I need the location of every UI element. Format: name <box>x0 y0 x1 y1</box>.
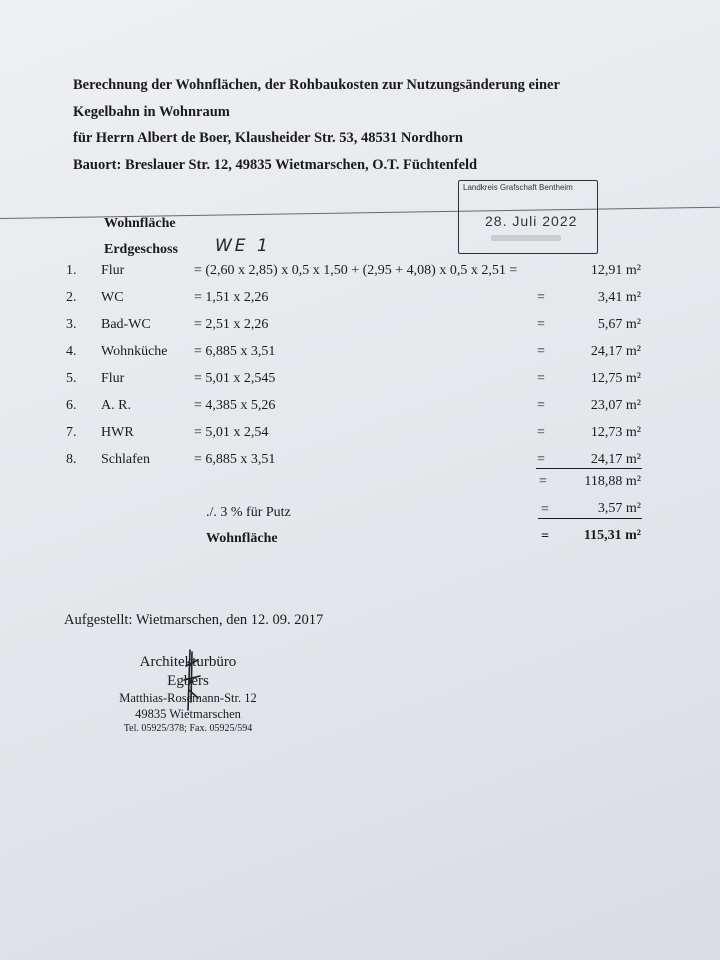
area-value: 12,73 m² <box>590 425 641 440</box>
area-value: 3,41 m² <box>597 290 641 305</box>
area-value: 12,91 m² <box>590 263 641 278</box>
room-name: Bad-WC <box>101 317 151 332</box>
equals-sign: = <box>537 425 545 440</box>
area-value: 12,75 m² <box>590 371 641 386</box>
row-number: 1. <box>66 263 77 278</box>
table-row <box>0 425 720 451</box>
stamp-smudge <box>491 235 561 241</box>
row-number: 6. <box>66 398 77 413</box>
room-name: A. R. <box>101 398 131 413</box>
table-row <box>0 290 720 316</box>
header-line-1: Berechnung der Wohnflächen, der Rohbaukosten zur Nutzungsänderung einer <box>73 77 560 93</box>
equals-sign: = <box>537 344 545 359</box>
area-formula: = (2,60 x 2,85) x 0,5 x 1,50 + (2,95 + 4,08) x 0,5 x 2,51 = <box>194 263 518 278</box>
room-name: Flur <box>101 371 125 386</box>
office-line-1: Architekturbüro <box>139 654 237 670</box>
subtotal-value: 118,88 m² <box>584 474 641 489</box>
deduction-equals: = <box>541 502 549 517</box>
row-number: 7. <box>66 425 77 440</box>
area-formula: = 6,885 x 3,51 <box>194 452 276 467</box>
header-line-4: Bauort: Breslauer Str. 12, 49835 Wietmarschen, O.T. Füchtenfeld <box>73 156 478 173</box>
area-formula: = 4,385 x 5,26 <box>194 398 276 413</box>
office-contact: Tel. 05925/378; Fax. 05925/594 <box>123 723 253 734</box>
table-row <box>0 263 720 289</box>
row-number: 2. <box>66 290 77 305</box>
area-value: 24,17 m² <box>590 344 641 359</box>
table-row <box>0 398 720 424</box>
total-equals: = <box>541 529 549 544</box>
header-line-2: Kegelbahn in Wohnraum <box>73 103 230 120</box>
area-formula: = 6,885 x 3,51 <box>194 344 276 359</box>
stamp-authority: Landkreis Grafschaft Bentheim <box>463 183 573 192</box>
deduction-value: 3,57 m² <box>597 501 641 516</box>
receipt-stamp <box>458 180 598 254</box>
stamp-date: 28. Juli 2022 <box>485 213 578 229</box>
room-name: HWR <box>101 425 134 440</box>
area-formula: = 2,51 x 2,26 <box>194 317 269 332</box>
area-value: 23,07 m² <box>590 398 641 413</box>
equals-sign: = <box>537 290 545 305</box>
office-street: Matthias-Rosemann-Str. 12 <box>119 691 257 705</box>
subtotal-equals: = <box>539 474 547 489</box>
row-number: 4. <box>66 344 77 359</box>
header-line-3: für Herrn Albert de Boer, Klausheider Str. 53, 48531 Nordhorn <box>73 130 463 146</box>
area-value: 5,67 m² <box>597 317 641 332</box>
document-header <box>73 72 560 178</box>
row-number: 8. <box>66 452 77 467</box>
row-number: 5. <box>66 371 77 386</box>
signature-scribble <box>178 646 208 716</box>
office-line-2: Egbers <box>167 673 209 689</box>
area-formula: = 5,01 x 2,54 <box>194 425 269 440</box>
equals-sign: = <box>537 398 545 413</box>
area-formula: = 1,51 x 2,26 <box>194 290 269 305</box>
table-row <box>0 317 720 343</box>
area-value: 24,17 m² <box>590 452 641 467</box>
deduction-underline <box>538 518 642 519</box>
section-title: Wohnfläche <box>104 216 176 231</box>
room-name: WC <box>101 290 124 305</box>
room-name: Wohnküche <box>101 344 168 359</box>
table-row <box>0 371 720 397</box>
equals-sign: = <box>537 371 545 386</box>
equals-sign: = <box>537 317 545 332</box>
unit-handwritten-note: WE 1 <box>215 236 271 256</box>
room-name: Schlafen <box>101 452 150 467</box>
sum-underline <box>536 468 642 469</box>
total-label: Wohnfläche <box>206 531 278 546</box>
place-date-line: Aufgestellt: Wietmarschen, den 12. 09. 2017 <box>64 612 324 628</box>
table-row <box>0 344 720 370</box>
total-value: 115,31 m² <box>583 528 641 543</box>
deduction-label: ./. 3 % für Putz <box>206 505 291 520</box>
equals-sign: = <box>537 452 545 467</box>
row-number: 3. <box>66 317 77 332</box>
office-city: 49835 Wietmarschen <box>135 707 241 721</box>
area-formula: = 5,01 x 2,545 <box>194 371 276 386</box>
room-name: Flur <box>101 263 125 278</box>
floor-label: Erdgeschoss <box>104 242 178 257</box>
